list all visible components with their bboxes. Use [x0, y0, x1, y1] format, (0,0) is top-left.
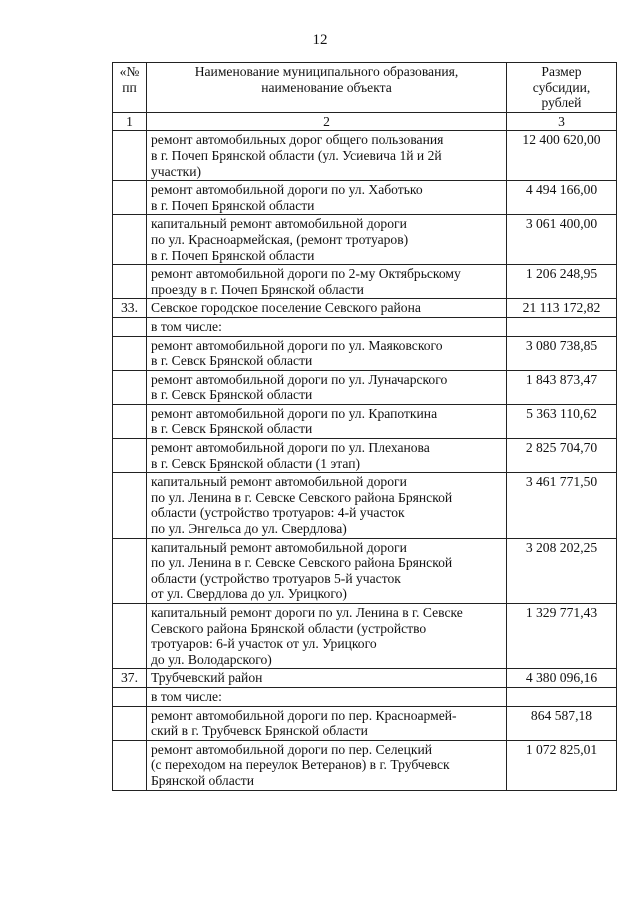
row-number-cell [113, 181, 147, 215]
row-amount-cell: 1 072 825,01 [507, 740, 617, 790]
table-row [113, 706, 617, 740]
row-amount-cell: 12 400 620,00 [507, 131, 617, 181]
row-name-line: по ул. Ленина в г. Севске Севского района Брянской [151, 555, 453, 571]
row-name-cell [147, 336, 507, 370]
row-name-line: Трубчевский район [151, 670, 263, 686]
row-number-cell [113, 215, 147, 265]
row-name-line: Севское городское поселение Севского района [151, 300, 421, 316]
row-name-line: капитальный ремонт дороги по ул. Ленина в г. Севске [151, 605, 463, 620]
row-amount-cell: 3 061 400,00 [507, 215, 617, 265]
row-name-cell [147, 370, 507, 404]
row-number-cell [113, 404, 147, 438]
header-number-line: «№ [119, 64, 140, 79]
table-row [113, 740, 617, 790]
row-name-line: капитальный ремонт автомобильной дороги [151, 539, 407, 555]
row-name-line: в г. Севск Брянской области [151, 353, 313, 369]
row-amount-cell: 21 113 172,82 [507, 299, 617, 318]
row-name-cell [147, 538, 507, 603]
row-name-line: в г. Почеп Брянской области (ул. Усиевича 1й и 2й [151, 147, 442, 163]
row-name-cell [147, 604, 507, 669]
row-number-cell [113, 473, 147, 538]
table-body [113, 131, 617, 790]
row-name-line: ремонт автомобильной дороги по пер. Красноармей- [151, 707, 457, 723]
row-amount-cell [507, 317, 617, 336]
row-name-line: ремонт автомобильной дороги по ул. Маяковского [151, 337, 443, 353]
table-row [113, 538, 617, 603]
row-name-line: по ул. Ленина в г. Севске Севского района Брянской [151, 489, 453, 505]
header-amount-cell [507, 63, 617, 113]
row-name-cell [147, 687, 507, 706]
row-number-cell [113, 538, 147, 603]
header-name-line: Наименование муниципального образования, [194, 64, 459, 79]
row-number-cell: 37. [113, 669, 147, 688]
row-amount-cell: 2 825 704,70 [507, 439, 617, 473]
row-name-line: в г. Почеп Брянской области [151, 247, 315, 263]
row-name-cell [147, 669, 507, 688]
row-amount-cell: 5 363 110,62 [507, 404, 617, 438]
row-name-line: капитальный ремонт автомобильной дороги [151, 216, 407, 232]
row-name-line: капитальный ремонт автомобильной дороги [151, 474, 407, 490]
row-name-cell [147, 404, 507, 438]
header-name-line: наименование объекта [261, 79, 392, 95]
row-name-cell [147, 181, 507, 215]
row-amount-cell: 4 494 166,00 [507, 181, 617, 215]
table-row [113, 215, 617, 265]
row-name-line: в том числе: [151, 688, 222, 704]
row-name-cell [147, 706, 507, 740]
row-name-line: Брянской области [151, 772, 254, 788]
row-name-cell [147, 740, 507, 790]
table-header [113, 63, 617, 131]
row-number-cell [113, 706, 147, 740]
table-row [113, 604, 617, 669]
row-name-line: проезду в г. Почеп Брянской области [151, 281, 364, 297]
row-name-line: ремонт автомобильной дороги по ул. Крапоткина [151, 405, 438, 421]
row-name-cell [147, 317, 507, 336]
column-index-cell: 3 [507, 112, 617, 131]
row-number-cell [113, 131, 147, 181]
header-number-cell [113, 63, 147, 113]
header-name-cell [147, 63, 507, 113]
table-row [113, 181, 617, 215]
row-name-line: ремонт автомобильной дороги по пер. Селецкий [151, 741, 433, 757]
row-number-cell [113, 336, 147, 370]
row-number-cell [113, 265, 147, 299]
row-name-line: от ул. Свердлова до ул. Урицкого) [151, 586, 347, 602]
table-row [113, 687, 617, 706]
subsidies-table [112, 62, 617, 791]
row-amount-cell: 1 329 771,43 [507, 604, 617, 669]
row-name-line: тротуаров: 6-й участок от ул. Урицкого [151, 636, 377, 652]
row-name-cell [147, 215, 507, 265]
row-name-line: в г. Почеп Брянской области [151, 197, 315, 213]
row-number-cell [113, 604, 147, 669]
row-amount-cell: 1 843 873,47 [507, 370, 617, 404]
row-amount-cell [507, 687, 617, 706]
table-row [113, 370, 617, 404]
row-name-line: (с переходом на переулок Ветеранов) в г. Трубчевск [151, 757, 450, 773]
row-name-line: в г. Севск Брянской области [151, 387, 313, 403]
table-row [113, 336, 617, 370]
header-amount-line: рублей [541, 95, 582, 111]
row-name-line: ремонт автомобильной дороги по ул. Хаботько [151, 182, 423, 198]
row-name-line: ский в г. Трубчевск Брянской области [151, 723, 368, 739]
header-number-line: пп [122, 79, 137, 95]
row-name-cell [147, 473, 507, 538]
row-name-line: ремонт автомобильной дороги по 2-му Октябрьскому [151, 266, 461, 282]
header-amount-line: субсидии, [532, 79, 591, 95]
table-row [113, 317, 617, 336]
row-number-cell [113, 370, 147, 404]
row-name-line: области (устройство тротуаров 5-й участок [151, 570, 401, 586]
row-name-cell [147, 439, 507, 473]
row-amount-cell: 3 208 202,25 [507, 538, 617, 603]
row-name-line: по ул. Энгельса до ул. Свердлова) [151, 521, 347, 537]
row-name-line: ремонт автомобильной дороги по ул. Плеханова [151, 440, 430, 456]
row-name-line: Севского района Брянской области (устройство [151, 620, 427, 636]
row-name-line: ремонт автомобильных дорог общего пользования [151, 132, 444, 148]
table-row [113, 473, 617, 538]
header-row [113, 63, 617, 113]
column-index-cell: 1 [113, 112, 147, 131]
row-name-cell [147, 299, 507, 318]
row-name-cell [147, 265, 507, 299]
row-amount-cell: 864 587,18 [507, 706, 617, 740]
row-name-line: ремонт автомобильной дороги по ул. Луначарского [151, 371, 448, 387]
page-number: 12 [312, 32, 328, 48]
table-row [113, 404, 617, 438]
row-number-cell [113, 317, 147, 336]
column-index-cell: 2 [147, 112, 507, 131]
header-amount-line: Размер [541, 64, 582, 79]
table-row [113, 299, 617, 318]
column-index-row [113, 112, 617, 131]
table-row [113, 669, 617, 688]
row-amount-cell: 1 206 248,95 [507, 265, 617, 299]
row-number-cell [113, 439, 147, 473]
row-name-line: области (устройство тротуаров: 4-й участок [151, 505, 405, 521]
row-number-cell: 33. [113, 299, 147, 318]
row-name-line: в том числе: [151, 318, 222, 334]
row-name-line: до ул. Володарского) [151, 651, 272, 667]
row-name-cell [147, 131, 507, 181]
row-number-cell [113, 687, 147, 706]
row-name-line: по ул. Красноармейская, (ремонт тротуаров) [151, 231, 409, 247]
row-amount-cell: 3 461 771,50 [507, 473, 617, 538]
table-row [113, 265, 617, 299]
row-number-cell [113, 740, 147, 790]
row-amount-cell: 4 380 096,16 [507, 669, 617, 688]
row-name-line: в г. Севск Брянской области (1 этап) [151, 455, 361, 471]
row-name-line: участки) [151, 163, 202, 179]
table-row [113, 439, 617, 473]
row-name-line: в г. Севск Брянской области [151, 421, 313, 437]
row-amount-cell: 3 080 738,85 [507, 336, 617, 370]
table-row [113, 131, 617, 181]
